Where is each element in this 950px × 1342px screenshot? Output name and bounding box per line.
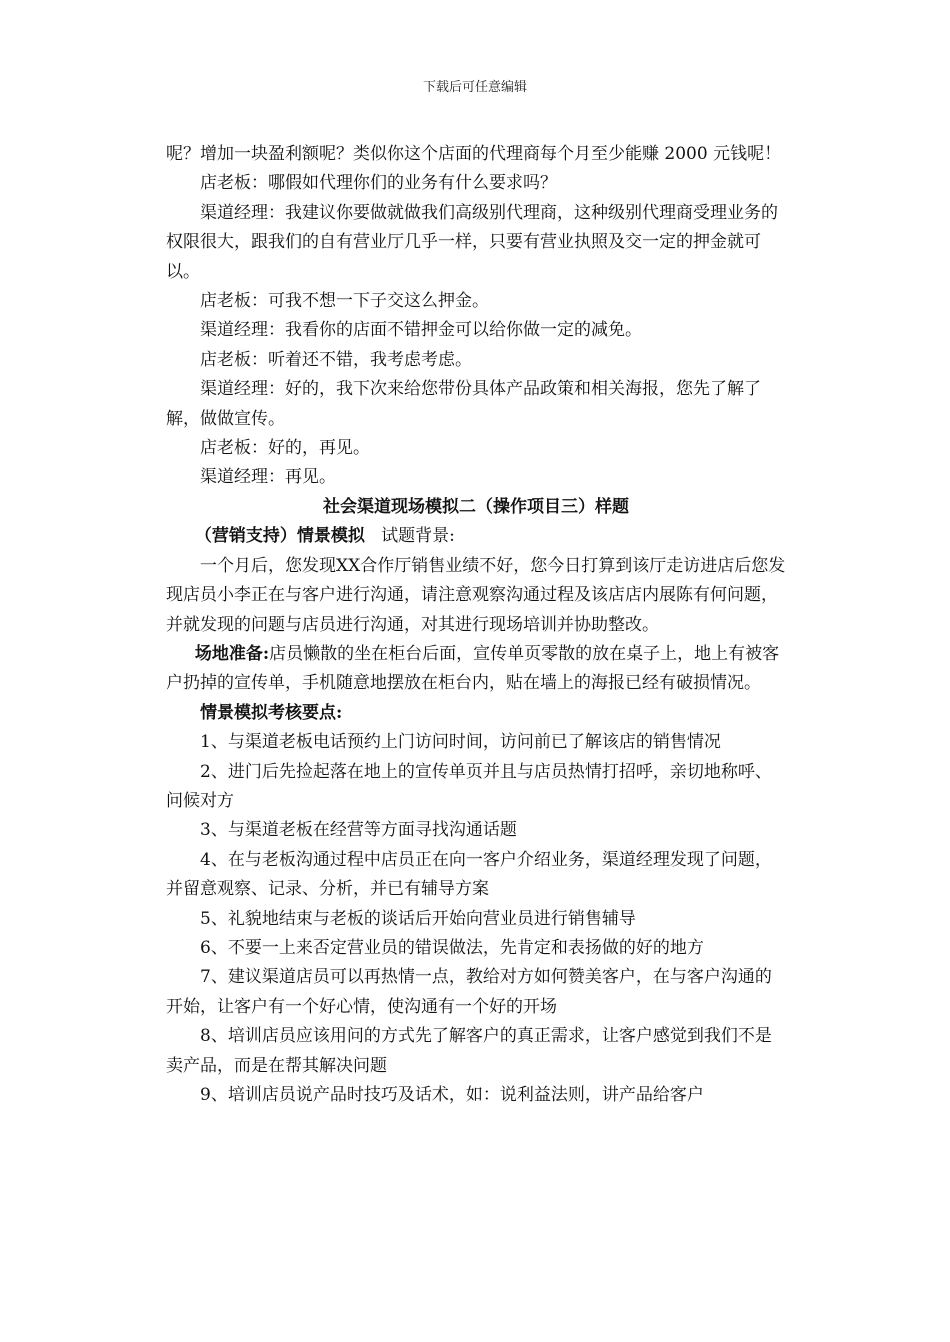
list-item: 4、在与老板沟通过程中店员正在向一客户介绍业务，渠道经理发现了问题，并留意观察、记录、分析，并已有辅导方案 [166,849,772,900]
subtitle-bold: （营销支持）情景模拟 [194,526,365,547]
dialogue-paragraph: 渠道经理：再见。 [200,467,336,488]
dialogue-paragraph: 渠道经理：我建议你要做就做我们高级别代理商，这种级别代理商受理业务的权限很大，跟我们的自有营业厅几乎一样，只要有营业执照及交一定的押金就可以。 [166,202,778,282]
page-header: 下载后可任意编辑 [422,80,527,95]
list-item: 2、进门后先捡起落在地上的宣传单页并且与店员热情打招呼，亲切地称呼、问候对方 [166,761,772,811]
list-item: 5、礼貌地结束与老板的谈话后开始向营业员进行销售辅导 [200,908,636,929]
subtitle-normal: 试题背景: [381,526,455,547]
section-subtitle [166,522,786,551]
venue-paragraph [166,640,786,699]
dialogue-paragraph: 店老板：可我不想一下子交这么押金。 [200,291,489,312]
dialogue-paragraph: 店老板：哪假如代理你们的业务有什么要求吗？ [200,173,557,194]
dialogue-paragraph: 店老板：好的，再见。 [200,438,370,459]
venue-label: 场地准备: [194,643,270,664]
document-body [166,140,786,1110]
points-title: 情景模拟考核要点: [200,702,343,723]
list-item: 7、建议渠道店员可以再热情一点，教给对方如何赞美客户，在与客户沟通的开始，让客户有一个好心情，使沟通有一个好的开场 [166,967,772,1017]
dialogue-paragraph: 渠道经理：我看你的店面不错押金可以给你做一定的减免。 [200,320,642,341]
list-item: 1、与渠道老板电话预约上门访问时间，访问前已了解该店的销售情况 [200,732,721,753]
dialogue-paragraph: 呢？增加一块盈利额呢？类似你这个店面的代理商每个月至少能赚 2000 元钱呢！ [166,144,782,164]
dialogue-paragraph: 渠道经理：好的，我下次来给您带份具体产品政策和相关海报，您先了解了解，做做宣传。 [166,379,761,429]
list-item: 6、不要一上来否定营业员的错误做法，先肯定和表扬做的好的地方 [200,937,704,958]
section-title: 社会渠道现场模拟二（操作项目三）样题 [323,496,629,517]
dialogue-paragraph: 店老板：听着还不错，我考虑考虑。 [200,349,472,370]
background-paragraph: 一个月后，您发现XX合作厅销售业绩不好，您今日打算到该厅走访进店后您发现店员小李正在与客户进行沟通，请注意观察沟通过程及该店店内展陈有何问题，并就发现的问题与店员进行沟通，对其进行现场培训并协助整改。 [166,555,786,635]
list-item: 9、培训店员说产品时技巧及话术，如：说利益法则，讲产品给客户 [200,1085,704,1105]
venue-text: 店员懒散的坐在柜台后面，宣传单页零散的放在桌子上，地上有被客户扔掉的宣传单，手机随意地摆放在柜台内，贴在墙上的海报已经有破损情况。 [166,643,780,694]
list-item: 8、培训店员应该用问的方式先了解客户的真正需求，让客户感觉到我们不是卖产品，而是在帮其解决问题 [166,1026,772,1076]
list-item: 3、与渠道老板在经营等方面寻找沟通话题 [200,820,517,841]
